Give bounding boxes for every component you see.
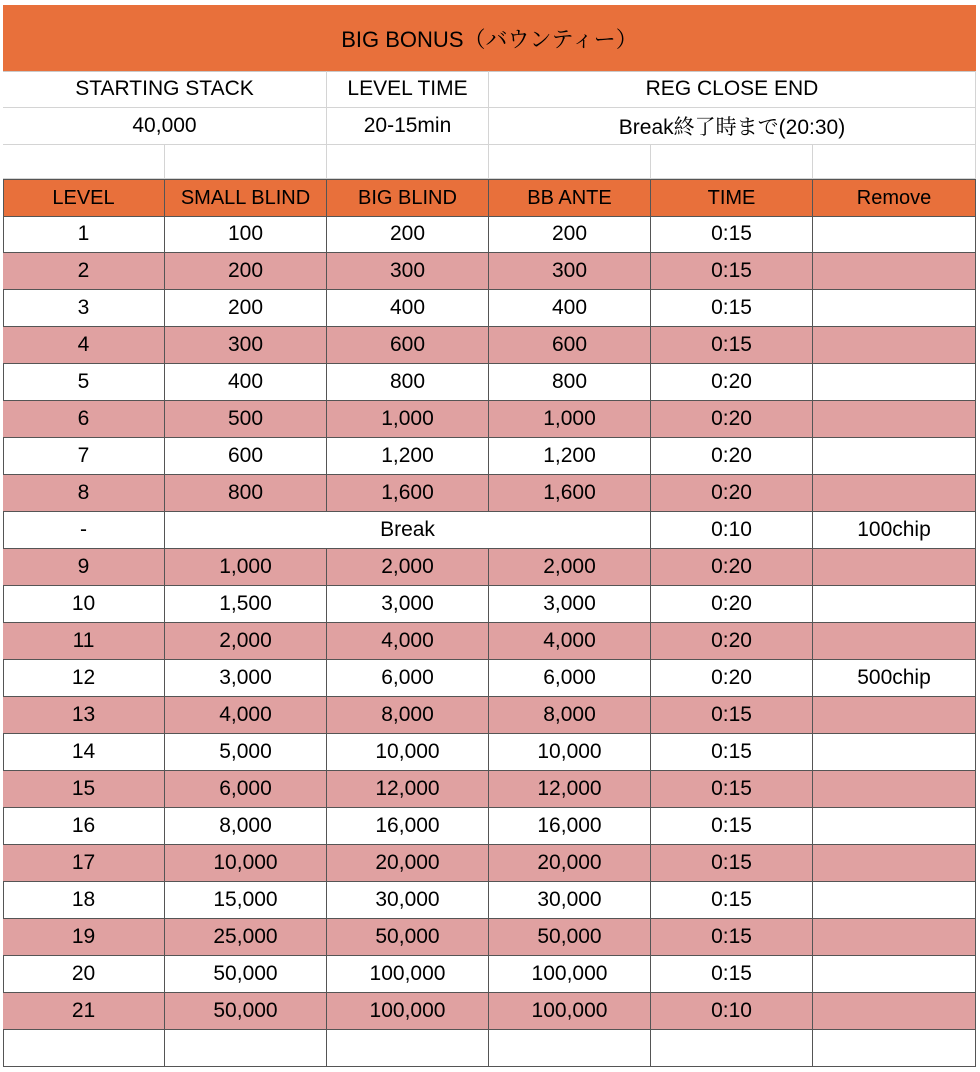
table-row (3, 808, 976, 845)
time-cell[interactable]: 0:15 (651, 327, 813, 364)
empty-cell[interactable] (165, 145, 327, 179)
bb-ante-cell[interactable]: 400 (489, 290, 651, 327)
time-cell[interactable]: 0:20 (651, 586, 813, 623)
small-blind-cell[interactable]: 200 (165, 253, 327, 290)
empty-cell[interactable] (3, 1030, 165, 1067)
remove-cell[interactable] (813, 364, 976, 401)
empty-cell[interactable] (813, 1030, 976, 1067)
table-row (3, 290, 976, 327)
small-blind-cell[interactable]: 400 (165, 364, 327, 401)
level-cell[interactable]: 21 (3, 993, 165, 1030)
remove-cell[interactable] (813, 771, 976, 808)
level-cell[interactable]: 9 (3, 549, 165, 586)
time-cell[interactable]: 0:10 (651, 512, 813, 549)
table-row (3, 364, 976, 401)
remove-cell[interactable] (813, 808, 976, 845)
big-blind-cell[interactable]: 1,600 (327, 475, 489, 512)
time-cell[interactable]: 0:15 (651, 771, 813, 808)
bb-ante-cell[interactable]: 3,000 (489, 586, 651, 623)
remove-cell[interactable]: 100chip (813, 512, 976, 549)
level-cell[interactable]: 11 (3, 623, 165, 660)
blank-row (3, 145, 976, 179)
time-cell[interactable]: 0:20 (651, 364, 813, 401)
time-cell[interactable]: 0:15 (651, 290, 813, 327)
small-blind-cell[interactable]: 50,000 (165, 956, 327, 993)
empty-cell[interactable] (165, 1030, 327, 1067)
remove-cell[interactable] (813, 697, 976, 734)
remove-cell[interactable] (813, 882, 976, 919)
big-blind-cell[interactable]: 50,000 (327, 919, 489, 956)
level-cell[interactable]: 17 (3, 845, 165, 882)
reg-close-label[interactable]: REG CLOSE END (489, 71, 976, 108)
time-cell[interactable]: 0:15 (651, 808, 813, 845)
table-row (3, 586, 976, 623)
small-blind-cell[interactable]: 1,000 (165, 549, 327, 586)
level-time-label[interactable]: LEVEL TIME (327, 71, 489, 108)
big-blind-cell[interactable]: 30,000 (327, 882, 489, 919)
time-cell[interactable]: 0:15 (651, 919, 813, 956)
bb-ante-cell[interactable]: 8,000 (489, 697, 651, 734)
reg-close-value[interactable]: Break終了時まで(20:30) (489, 108, 976, 145)
level-cell[interactable]: 15 (3, 771, 165, 808)
time-cell[interactable]: 0:20 (651, 660, 813, 697)
big-blind-cell[interactable]: 200 (327, 216, 489, 253)
time-cell[interactable]: 0:20 (651, 438, 813, 475)
table-row (3, 253, 976, 290)
small-blind-cell[interactable]: 100 (165, 216, 327, 253)
bb-ante-cell[interactable]: 300 (489, 253, 651, 290)
column-header-big-blind[interactable]: BIG BLIND (327, 180, 489, 217)
big-blind-cell[interactable]: 1,000 (327, 401, 489, 438)
remove-cell[interactable] (813, 993, 976, 1030)
big-blind-cell[interactable]: 4,000 (327, 623, 489, 660)
time-cell[interactable]: 0:20 (651, 549, 813, 586)
bb-ante-cell[interactable]: 16,000 (489, 808, 651, 845)
table-row (3, 771, 976, 808)
level-cell[interactable]: 16 (3, 808, 165, 845)
level-cell[interactable]: - (3, 512, 165, 549)
level-cell[interactable]: 14 (3, 734, 165, 771)
remove-cell[interactable] (813, 216, 976, 253)
info-header-row (3, 71, 976, 108)
remove-cell[interactable] (813, 586, 976, 623)
time-cell[interactable]: 0:15 (651, 956, 813, 993)
bb-ante-cell[interactable]: 20,000 (489, 845, 651, 882)
column-header-time[interactable]: TIME (651, 180, 813, 217)
small-blind-cell[interactable]: 3,000 (165, 660, 327, 697)
remove-cell[interactable] (813, 845, 976, 882)
empty-cell[interactable] (489, 1030, 651, 1067)
bb-ante-cell[interactable]: 50,000 (489, 919, 651, 956)
big-blind-cell[interactable]: 600 (327, 327, 489, 364)
big-blind-cell[interactable]: 6,000 (327, 660, 489, 697)
small-blind-cell[interactable]: 6,000 (165, 771, 327, 808)
big-blind-cell[interactable]: 100,000 (327, 993, 489, 1030)
break-label-cell[interactable]: Break (165, 512, 651, 549)
small-blind-cell[interactable]: 15,000 (165, 882, 327, 919)
table-row (3, 327, 976, 364)
small-blind-cell[interactable]: 500 (165, 401, 327, 438)
empty-cell[interactable] (3, 145, 165, 179)
small-blind-cell[interactable]: 10,000 (165, 845, 327, 882)
level-cell[interactable]: 1 (3, 216, 165, 253)
table-row (3, 919, 976, 956)
bb-ante-cell[interactable]: 12,000 (489, 771, 651, 808)
bb-ante-cell[interactable]: 1,200 (489, 438, 651, 475)
level-cell[interactable]: 3 (3, 290, 165, 327)
level-cell[interactable]: 20 (3, 956, 165, 993)
level-cell[interactable]: 4 (3, 327, 165, 364)
small-blind-cell[interactable]: 1,500 (165, 586, 327, 623)
table-row (3, 401, 976, 438)
table-row (3, 882, 976, 919)
sheet-title[interactable]: BIG BONUS（バウンティー） (341, 26, 638, 52)
time-cell[interactable]: 0:15 (651, 253, 813, 290)
time-cell[interactable]: 0:20 (651, 475, 813, 512)
table-row (3, 216, 976, 253)
empty-cell[interactable] (651, 1030, 813, 1067)
column-header-level[interactable]: LEVEL (3, 180, 165, 217)
small-blind-cell[interactable]: 50,000 (165, 993, 327, 1030)
big-blind-cell[interactable]: 8,000 (327, 697, 489, 734)
small-blind-cell[interactable]: 300 (165, 327, 327, 364)
empty-cell[interactable] (489, 145, 651, 179)
level-cell[interactable]: 6 (3, 401, 165, 438)
remove-cell[interactable] (813, 919, 976, 956)
remove-cell[interactable] (813, 549, 976, 586)
levels-table-body (3, 216, 976, 1067)
column-header-remove[interactable]: Remove (813, 180, 976, 217)
remove-cell[interactable] (813, 475, 976, 512)
table-row (3, 623, 976, 660)
level-cell[interactable]: 5 (3, 364, 165, 401)
table-row (3, 438, 976, 475)
small-blind-cell[interactable]: 4,000 (165, 697, 327, 734)
bb-ante-cell[interactable]: 4,000 (489, 623, 651, 660)
small-blind-cell[interactable]: 5,000 (165, 734, 327, 771)
level-cell[interactable]: 8 (3, 475, 165, 512)
bb-ante-cell[interactable]: 30,000 (489, 882, 651, 919)
big-blind-cell[interactable]: 800 (327, 364, 489, 401)
small-blind-cell[interactable]: 800 (165, 475, 327, 512)
table-row (3, 956, 976, 993)
small-blind-cell[interactable]: 2,000 (165, 623, 327, 660)
big-blind-cell[interactable]: 2,000 (327, 549, 489, 586)
level-cell[interactable]: 13 (3, 697, 165, 734)
big-blind-cell[interactable]: 12,000 (327, 771, 489, 808)
big-blind-cell[interactable]: 20,000 (327, 845, 489, 882)
level-cell[interactable]: 10 (3, 586, 165, 623)
remove-cell[interactable] (813, 438, 976, 475)
column-header-bb-ante[interactable]: BB ANTE (489, 180, 651, 217)
big-blind-cell[interactable]: 100,000 (327, 956, 489, 993)
small-blind-cell[interactable]: 600 (165, 438, 327, 475)
table-row (3, 549, 976, 586)
small-blind-cell[interactable]: 25,000 (165, 919, 327, 956)
time-cell[interactable]: 0:10 (651, 993, 813, 1030)
level-cell[interactable]: 7 (3, 438, 165, 475)
bb-ante-cell[interactable]: 6,000 (489, 660, 651, 697)
time-cell[interactable]: 0:20 (651, 623, 813, 660)
remove-cell[interactable] (813, 734, 976, 771)
big-blind-cell[interactable]: 400 (327, 290, 489, 327)
title-row (3, 5, 976, 72)
remove-cell[interactable] (813, 290, 976, 327)
empty-cell[interactable] (327, 1030, 489, 1067)
remove-cell[interactable] (813, 956, 976, 993)
big-blind-cell[interactable]: 300 (327, 253, 489, 290)
empty-cell[interactable] (651, 145, 813, 179)
small-blind-cell[interactable]: 8,000 (165, 808, 327, 845)
empty-cell[interactable] (327, 145, 489, 179)
big-blind-cell[interactable]: 10,000 (327, 734, 489, 771)
time-cell[interactable]: 0:20 (651, 401, 813, 438)
level-cell[interactable]: 2 (3, 253, 165, 290)
table-row (3, 697, 976, 734)
starting-stack-label[interactable]: STARTING STACK (3, 71, 327, 108)
empty-row (3, 1030, 976, 1067)
small-blind-cell[interactable]: 200 (165, 290, 327, 327)
remove-cell[interactable] (813, 623, 976, 660)
remove-cell[interactable]: 500chip (813, 660, 976, 697)
time-cell[interactable]: 0:15 (651, 697, 813, 734)
bb-ante-cell[interactable]: 1,000 (489, 401, 651, 438)
table-row (3, 475, 976, 512)
level-time-value[interactable]: 20-15min (327, 108, 489, 145)
break-row (3, 512, 976, 549)
big-blind-cell[interactable]: 16,000 (327, 808, 489, 845)
bb-ante-cell[interactable]: 800 (489, 364, 651, 401)
level-cell[interactable]: 18 (3, 882, 165, 919)
table-row (3, 660, 976, 697)
info-value-row (3, 108, 976, 145)
table-row (3, 845, 976, 882)
bb-ante-cell[interactable]: 100,000 (489, 956, 651, 993)
starting-stack-value[interactable]: 40,000 (3, 108, 327, 145)
remove-cell[interactable] (813, 253, 976, 290)
time-cell[interactable]: 0:15 (651, 734, 813, 771)
bb-ante-cell[interactable]: 200 (489, 216, 651, 253)
table-row (3, 734, 976, 771)
time-cell[interactable]: 0:15 (651, 882, 813, 919)
big-blind-cell[interactable]: 1,200 (327, 438, 489, 475)
time-cell[interactable]: 0:15 (651, 845, 813, 882)
column-header-small-blind[interactable]: SMALL BLIND (165, 180, 327, 217)
bb-ante-cell[interactable]: 100,000 (489, 993, 651, 1030)
table-row (3, 993, 976, 1030)
remove-cell[interactable] (813, 327, 976, 364)
empty-cell[interactable] (813, 145, 976, 179)
bb-ante-cell[interactable]: 2,000 (489, 549, 651, 586)
time-cell[interactable]: 0:15 (651, 216, 813, 253)
bb-ante-cell[interactable]: 10,000 (489, 734, 651, 771)
remove-cell[interactable] (813, 401, 976, 438)
big-blind-cell[interactable]: 3,000 (327, 586, 489, 623)
level-cell[interactable]: 12 (3, 660, 165, 697)
column-header-row (3, 179, 976, 217)
bb-ante-cell[interactable]: 1,600 (489, 475, 651, 512)
level-cell[interactable]: 19 (3, 919, 165, 956)
bb-ante-cell[interactable]: 600 (489, 327, 651, 364)
